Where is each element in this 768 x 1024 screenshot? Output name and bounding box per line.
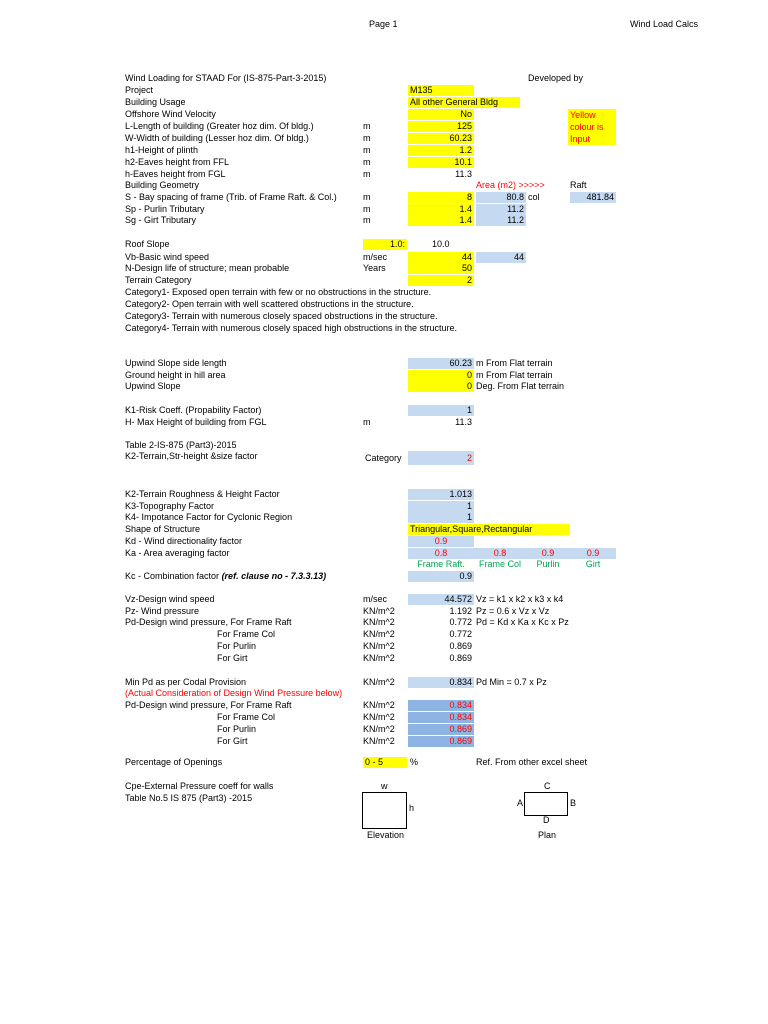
geometry-label: Building Geometry xyxy=(125,180,200,190)
openings-label: Percentage of Openings xyxy=(125,757,223,767)
category-1: Category1- Exposed open terrain with few or no obstructions in the structure. xyxy=(125,287,432,297)
width-label: W-Width of building (Lesser hoz dim. Of bldg.) xyxy=(125,133,309,143)
h-unit: m xyxy=(363,169,371,179)
ka-col-header-purlin: Purlin xyxy=(536,559,560,569)
plan-label-c: C xyxy=(544,781,551,791)
openings-value[interactable]: 0 - 5 xyxy=(363,757,407,768)
doc-title: Wind Load Calcs xyxy=(630,19,699,29)
ka-raft: 0.8 xyxy=(408,548,474,559)
girt-area: 11.2 xyxy=(476,215,526,226)
kc-label: Kc - Combination factor xyxy=(125,571,220,581)
pd-unit: KN/m^2 xyxy=(363,617,395,627)
pd-girt-label: For Girt xyxy=(217,653,248,663)
kd-value: 0.9 xyxy=(408,536,474,547)
k1-label: K1-Risk Coeff. (Propability Factor) xyxy=(125,405,262,415)
h1-unit: m xyxy=(363,145,371,155)
pd-col-unit: KN/m^2 xyxy=(363,629,395,639)
k3-value: 1 xyxy=(408,501,474,512)
minpd-unit: KN/m^2 xyxy=(363,677,395,687)
shape-label: Shape of Structure xyxy=(125,524,201,534)
page-number: Page 1 xyxy=(369,19,398,29)
life-unit: Years xyxy=(363,263,386,273)
girt-unit: m xyxy=(363,215,371,225)
pd-col-value: 0.772 xyxy=(449,629,472,639)
ka-label: Ka - Area averaging factor xyxy=(125,548,230,558)
pd2-label: Pd-Design wind pressure, For Frame Raft xyxy=(125,700,292,710)
pz-unit: KN/m^2 xyxy=(363,606,395,616)
pd-col-label: For Frame Col xyxy=(217,629,276,639)
h-value: 11.3 xyxy=(455,169,472,179)
project-value[interactable]: M135 xyxy=(408,85,474,96)
k2b-value: 1.013 xyxy=(408,489,474,500)
bay-label: S - Bay spacing of frame (Trib. of Frame Raft. & Col.) xyxy=(125,192,337,202)
ground-note: m From Flat terrain xyxy=(476,370,553,380)
bay-area-tag: col xyxy=(528,192,540,202)
purlin-unit: m xyxy=(363,204,371,214)
actual-note: (Actual Consideration of Design Wind Pressure below) xyxy=(125,688,343,698)
pd-girt-unit: KN/m^2 xyxy=(363,653,395,663)
yellow-input-note xyxy=(568,109,616,145)
girt-label: Sg - Girt Tributary xyxy=(125,215,197,225)
offshore-value[interactable]: No xyxy=(408,109,474,120)
upwind-length-value: 60.23 xyxy=(408,358,474,369)
pd-purlin-label: For Purlin xyxy=(217,641,257,651)
cpe-label: Cpe-External Pressure coeff for walls xyxy=(125,781,274,791)
life-value[interactable]: 50 xyxy=(408,263,474,274)
k2b-label: K2-Terrain Roughness & Height Factor xyxy=(125,489,280,499)
openings-unit: % xyxy=(410,757,419,767)
k2-unit: Category xyxy=(365,453,402,463)
pd2-unit: KN/m^2 xyxy=(363,700,395,710)
purlin-label: Sp - Purlin Tributary xyxy=(125,204,205,214)
plan-box xyxy=(524,792,568,816)
bay-value[interactable]: 8 xyxy=(408,192,474,203)
cpe-table: Table No.5 IS 875 (Part3) -2015 xyxy=(125,793,253,803)
kc-value: 0.9 xyxy=(408,571,474,582)
minpd-label: Min Pd as per Codal Provision xyxy=(125,677,247,687)
girt-value[interactable]: 1.4 xyxy=(408,215,474,226)
ka-girt: 0.9 xyxy=(570,548,616,559)
pd2-col-label: For Frame Col xyxy=(217,712,276,722)
shape-value[interactable]: Triangular,Square,Rectangular xyxy=(408,524,570,535)
pd-girt-value: 0.869 xyxy=(449,653,472,663)
h1-value[interactable]: 1.2 xyxy=(408,145,474,156)
pd2-purlin-unit: KN/m^2 xyxy=(363,724,395,734)
table2-label: Table 2-IS-875 (Part3)-2015 xyxy=(125,440,237,450)
usage-value[interactable]: All other General Bldg xyxy=(408,97,520,108)
usage-label: Building Usage xyxy=(125,97,186,107)
h1-label: h1-Height of plinth xyxy=(125,145,199,155)
pd-formula: Pd = Kd x Ka x Kc x Pz xyxy=(476,617,569,627)
length-label: L-Length of building (Greater hoz dim. Of bldg.) xyxy=(125,121,314,131)
h2-label: h2-Eaves height from FFL xyxy=(125,157,230,167)
ka-col-header-girt: Girt xyxy=(585,559,601,569)
ka-col: 0.8 xyxy=(474,548,526,559)
h-label: h-Eaves height from FGL xyxy=(125,169,226,179)
minpd-formula: Pd Min = 0.7 x Pz xyxy=(476,677,547,687)
pd2-value: 0.834 xyxy=(408,700,474,711)
kc-row xyxy=(125,571,326,582)
ka-col-header-raft: Frame Raft. xyxy=(417,559,465,569)
pd-purlin-value: 0.869 xyxy=(449,641,472,651)
k4-label: K4- Impotance Factor for Cyclonic Region xyxy=(125,512,293,522)
h2-value[interactable]: 10.1 xyxy=(408,157,474,168)
area-label: Area (m2) >>>>> xyxy=(476,180,545,190)
note-line-1: Yellow xyxy=(570,110,596,120)
length-unit: m xyxy=(363,121,371,131)
sheet-title: Wind Loading for STAAD For (IS-875-Part-3-2015) xyxy=(125,73,327,83)
vz-unit: m/sec xyxy=(363,594,388,604)
upwind-length-note: m From Flat terrain xyxy=(476,358,553,368)
upwind-slope-label: Upwind Slope xyxy=(125,381,181,391)
bay-area: 80.8 xyxy=(476,192,526,203)
note-line-3: Input xyxy=(570,134,591,144)
vb-label: Vb-Basic wind speed xyxy=(125,252,210,262)
k3-label: K3-Topography Factor xyxy=(125,501,215,511)
hmax-label: H- Max Height of building from FGL xyxy=(125,417,267,427)
pd-purlin-unit: KN/m^2 xyxy=(363,641,395,651)
project-label: Project xyxy=(125,85,154,95)
elevation-caption: Elevation xyxy=(367,830,405,840)
category-4: Category4- Terrain with numerous closely spaced high obstructions in the structure. xyxy=(125,323,457,333)
pd2-purlin-label: For Purlin xyxy=(217,724,257,734)
plan-caption: Plan xyxy=(538,830,557,840)
raft-value: 481.84 xyxy=(570,192,616,203)
pd2-girt-unit: KN/m^2 xyxy=(363,736,395,746)
plan-label-b: B xyxy=(570,798,577,808)
openings-note: Ref. From other excel sheet xyxy=(476,757,588,767)
roof-ratio[interactable]: 1.0: xyxy=(363,239,407,250)
terrain-label: Terrain Category xyxy=(125,275,192,285)
roof-label: Roof Slope xyxy=(125,239,170,249)
kc-ref: (ref. clause no - 7.3.3.13) xyxy=(221,571,327,581)
upwind-slope-value[interactable]: 0 xyxy=(408,381,474,392)
upwind-length-label: Upwind Slope side length xyxy=(125,358,227,368)
vb-value[interactable]: 44 xyxy=(408,252,474,263)
ground-value[interactable]: 0 xyxy=(408,370,474,381)
vz-formula: Vz = k1 x k2 x k3 x k4 xyxy=(476,594,564,604)
purlin-area: 11.2 xyxy=(476,204,526,215)
pd-value: 0.772 xyxy=(449,617,472,627)
width-unit: m xyxy=(363,133,371,143)
category-3: Category3- Terrain with numerous closely spaced obstructions in the structure. xyxy=(125,311,438,321)
pz-label: Pz- Wind pressure xyxy=(125,606,200,616)
minpd-value: 0.834 xyxy=(408,677,474,688)
hmax-value: 11.3 xyxy=(455,417,472,427)
vb-unit: m/sec xyxy=(363,252,388,262)
pd2-col-value: 0.834 xyxy=(408,712,474,723)
ground-label: Ground height in hill area xyxy=(125,370,226,380)
plan-label-a: A xyxy=(517,798,524,808)
pd-label: Pd-Design wind pressure, For Frame Raft xyxy=(125,617,292,627)
ka-col-header-col: Frame Col xyxy=(478,559,521,569)
offshore-label: Offshore Wind Velocity xyxy=(125,109,216,119)
ka-purlin: 0.9 xyxy=(526,548,570,559)
k1-value: 1 xyxy=(408,405,474,416)
vb-value2: 44 xyxy=(476,252,526,263)
width-value[interactable]: 60.23 xyxy=(408,133,474,144)
k2-label: K2-Terrain,Str-height &size factor xyxy=(125,451,258,461)
life-label: N-Design life of structure; mean probable xyxy=(125,263,290,273)
plan-label-d: D xyxy=(543,815,550,825)
roof-value: 10.0 xyxy=(432,239,450,249)
elevation-top-label: w xyxy=(381,781,388,791)
kd-label: Kd - Wind directionality factor xyxy=(125,536,243,546)
purlin-value[interactable]: 1.4 xyxy=(408,204,474,215)
elevation-side-label: h xyxy=(409,803,415,813)
developed-by: Developed by xyxy=(528,73,584,83)
k2-value: 2 xyxy=(408,451,474,465)
pd2-purlin-value: 0.869 xyxy=(408,724,474,735)
vz-label: Vz-Design wind speed xyxy=(125,594,215,604)
elevation-box xyxy=(362,792,407,829)
upwind-slope-note: Deg. From Flat terrain xyxy=(476,381,565,391)
pz-value: 1.192 xyxy=(449,606,472,616)
pd2-girt-label: For Girt xyxy=(217,736,248,746)
bay-unit: m xyxy=(363,192,371,202)
pd2-col-unit: KN/m^2 xyxy=(363,712,395,722)
pd2-girt-value: 0.869 xyxy=(408,736,474,747)
hmax-unit: m xyxy=(363,417,371,427)
category-2: Category2- Open terrain with well scattered obstructions in the structure. xyxy=(125,299,414,309)
raft-label: Raft xyxy=(570,180,587,190)
length-value[interactable]: 125 xyxy=(408,121,474,132)
h2-unit: m xyxy=(363,157,371,167)
terrain-value[interactable]: 2 xyxy=(408,275,474,286)
k4-value: 1 xyxy=(408,512,474,523)
vz-value: 44.572 xyxy=(408,594,474,605)
pz-formula: Pz = 0.6 x Vz x Vz xyxy=(476,606,550,616)
note-line-2: colour is xyxy=(570,122,604,132)
